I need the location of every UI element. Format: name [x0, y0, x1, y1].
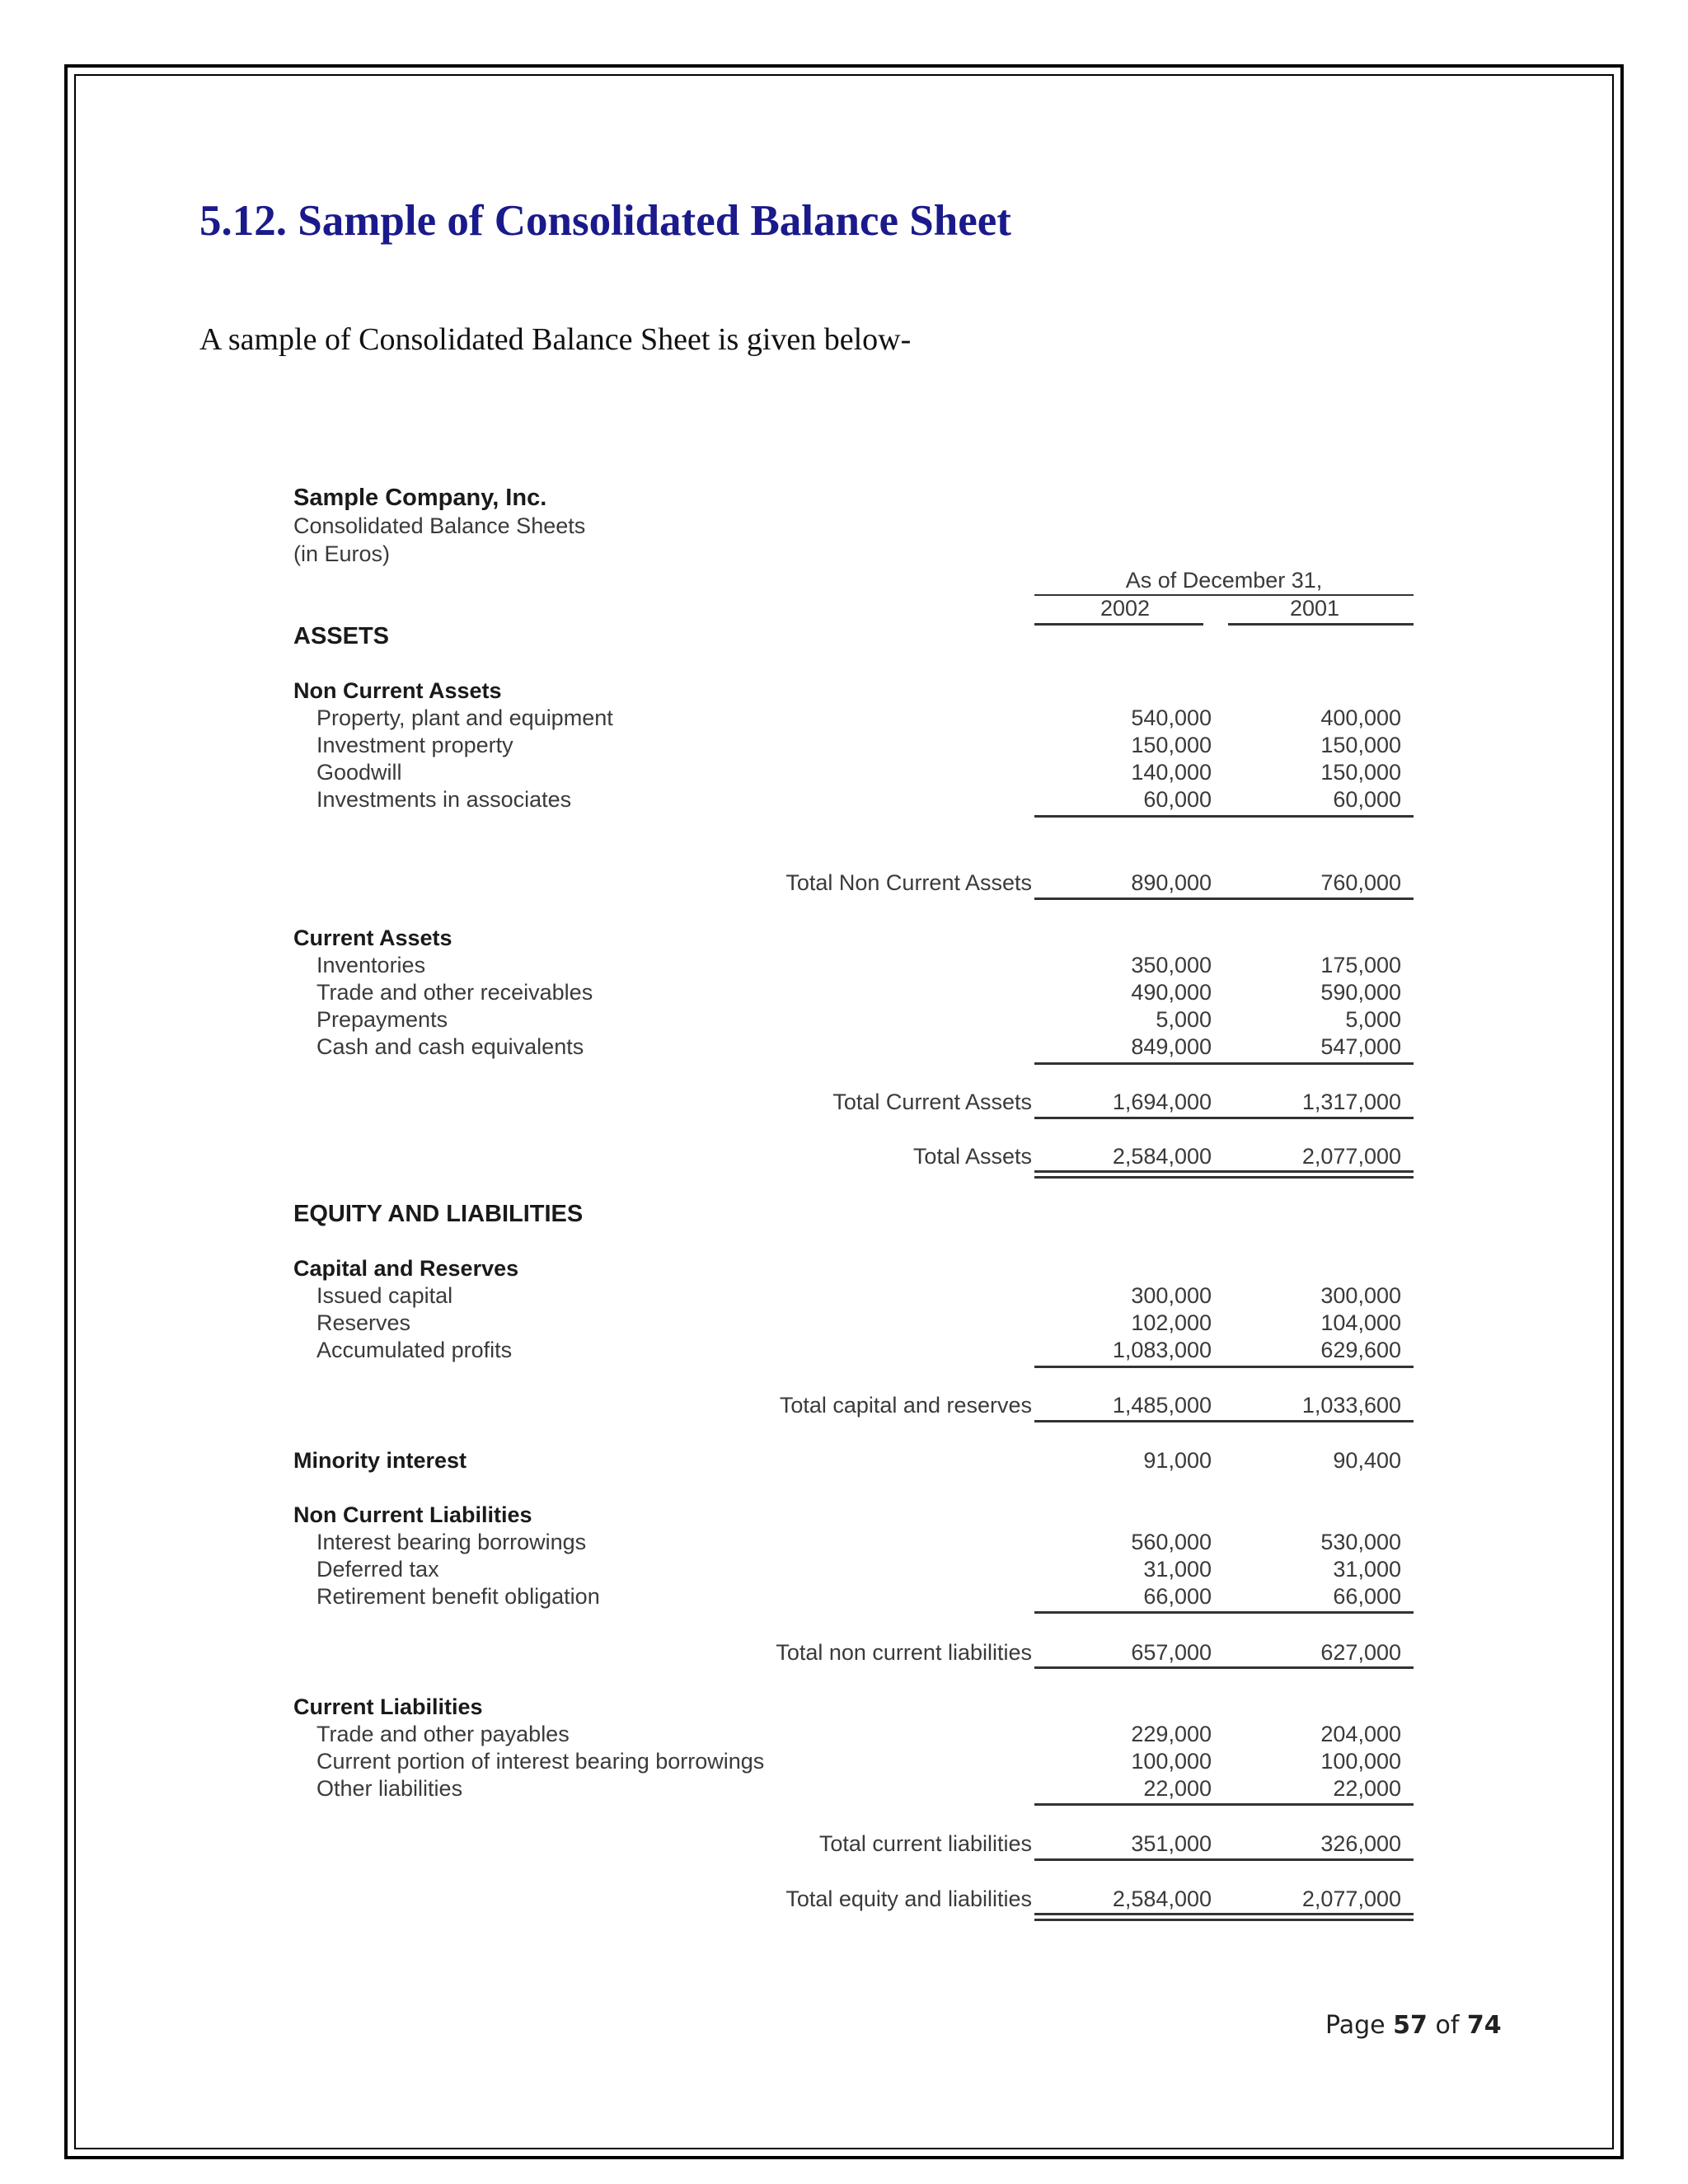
row-label: Property, plant and equipment: [316, 705, 613, 730]
row-value-2001: 31,000: [1333, 1557, 1401, 1582]
rule: [1228, 1803, 1414, 1806]
non-current-liabilities-heading: Non Current Liabilities: [293, 1502, 532, 1527]
row-label: Interest bearing borrowings: [316, 1530, 587, 1554]
row-value-2002: 300,000: [1131, 1283, 1212, 1308]
row-label: Current portion of interest bearing borrowings: [316, 1749, 765, 1774]
row-value-2001: 547,000: [1320, 1034, 1401, 1059]
current-page: 57: [1393, 2011, 1428, 2040]
total-equity-liabilities-2001: 2,077,000: [1301, 1886, 1401, 1911]
total-value-2001: 1,317,000: [1301, 1090, 1401, 1114]
total-equity-liabilities-2002: 2,584,000: [1112, 1886, 1212, 1911]
row-value-2002: 140,000: [1131, 760, 1212, 785]
row-label: Trade and other payables: [316, 1722, 570, 1746]
rule: [1228, 898, 1414, 900]
equity-liabilities-heading: EQUITY AND LIABILITIES: [293, 1201, 584, 1227]
row-value-2001: 150,000: [1320, 733, 1401, 757]
row-value-2001: 22,000: [1333, 1776, 1401, 1801]
rule: [1228, 1176, 1414, 1179]
row-value-2002: 350,000: [1131, 953, 1212, 977]
rule: [1228, 1919, 1414, 1921]
row-value-2002: 31,000: [1143, 1557, 1212, 1582]
total-label: Total non current liabilities: [776, 1640, 1032, 1665]
row-value-2001: 100,000: [1320, 1749, 1401, 1774]
rule: [1228, 1366, 1414, 1368]
row-value-2002: 560,000: [1131, 1530, 1212, 1554]
row-label: Prepayments: [316, 1007, 448, 1032]
section-title: 5.12. Sample of Consolidated Balance Sheet: [199, 197, 1011, 245]
rule: [1228, 1062, 1414, 1065]
footer-middle: of: [1427, 2011, 1467, 2040]
row-value-2002: 229,000: [1131, 1722, 1212, 1746]
rule: [1034, 1919, 1228, 1921]
total-value-2001: 760,000: [1320, 870, 1401, 895]
rule: [1034, 815, 1228, 818]
rule: [1034, 1420, 1228, 1422]
rule: [1228, 815, 1414, 818]
row-value-2001: 400,000: [1320, 705, 1401, 730]
rule: [1228, 1117, 1414, 1119]
rule: [1034, 1117, 1228, 1119]
total-pages: 74: [1466, 2011, 1502, 2040]
page-number-footer: [1325, 2011, 1502, 2040]
rule: [1034, 1858, 1228, 1861]
row-value-2002: 1,083,000: [1112, 1338, 1212, 1362]
rule: [1034, 1062, 1228, 1065]
total-assets-label: Total Assets: [912, 1144, 1032, 1169]
total-value-2001: 627,000: [1320, 1640, 1401, 1665]
row-value-2002: 849,000: [1131, 1034, 1212, 1059]
minority-interest-2002: 91,000: [1143, 1448, 1212, 1473]
row-value-2002: 100,000: [1131, 1749, 1212, 1774]
statement-subtitle: Consolidated Balance Sheets: [293, 513, 586, 538]
row-label: Reserves: [316, 1310, 411, 1335]
capital-reserves-heading: Capital and Reserves: [293, 1256, 519, 1281]
non-current-assets-heading: Non Current Assets: [293, 678, 502, 703]
row-value-2001: 175,000: [1320, 953, 1401, 977]
rule: [1228, 1420, 1414, 1422]
row-value-2001: 150,000: [1320, 760, 1401, 785]
row-value-2001: 204,000: [1320, 1722, 1401, 1746]
row-label: Retirement benefit obligation: [316, 1584, 600, 1609]
row-value-2002: 102,000: [1131, 1310, 1212, 1335]
intro-text: A sample of Consolidated Balance Sheet is given below-: [199, 322, 912, 357]
row-label: Other liabilities: [316, 1776, 463, 1801]
rule: [1034, 1170, 1228, 1173]
total-value-2002: 1,694,000: [1112, 1090, 1212, 1114]
total-label: Total capital and reserves: [779, 1393, 1032, 1418]
total-assets-2001: 2,077,000: [1301, 1144, 1401, 1169]
row-value-2001: 60,000: [1333, 787, 1401, 812]
row-label: Inventories: [316, 953, 426, 977]
row-value-2001: 300,000: [1320, 1283, 1401, 1308]
rule: [1034, 1176, 1228, 1179]
row-value-2001: 66,000: [1333, 1584, 1401, 1609]
total-value-2001: 326,000: [1320, 1831, 1401, 1856]
row-value-2001: 530,000: [1320, 1530, 1401, 1554]
row-label: Accumulated profits: [316, 1338, 513, 1362]
rule: [1228, 1913, 1414, 1915]
row-label: Goodwill: [316, 760, 402, 785]
current-assets-heading: Current Assets: [293, 926, 452, 950]
total-value-2002: 1,485,000: [1112, 1393, 1212, 1418]
row-value-2001: 5,000: [1345, 1007, 1401, 1032]
row-label: Investments in associates: [316, 787, 572, 812]
row-label: Issued capital: [316, 1283, 453, 1308]
year-2001-header: 2001: [1289, 596, 1340, 621]
row-value-2002: 66,000: [1143, 1584, 1212, 1609]
rule: [1228, 1170, 1414, 1173]
currency-note: (in Euros): [293, 541, 391, 566]
rule: [1034, 1611, 1228, 1614]
rule: [1034, 623, 1203, 626]
rule: [1034, 898, 1228, 900]
rule: [1228, 1666, 1414, 1669]
row-value-2002: 540,000: [1131, 705, 1212, 730]
row-label: Deferred tax: [316, 1557, 439, 1582]
total-value-2001: 1,033,600: [1301, 1393, 1401, 1418]
row-value-2002: 5,000: [1156, 1007, 1212, 1032]
rule: [1228, 1611, 1414, 1614]
footer-prefix: Page: [1325, 2011, 1394, 2040]
current-liabilities-heading: Current Liabilities: [293, 1694, 483, 1719]
total-value-2002: 657,000: [1131, 1640, 1212, 1665]
company-name: Sample Company, Inc.: [293, 485, 547, 511]
minority-interest-2001: 90,400: [1333, 1448, 1401, 1473]
total-label: Total Current Assets: [832, 1090, 1032, 1114]
total-value-2002: 351,000: [1131, 1831, 1212, 1856]
row-value-2002: 22,000: [1143, 1776, 1212, 1801]
row-value-2002: 150,000: [1131, 733, 1212, 757]
row-label: Trade and other receivables: [316, 980, 593, 1005]
total-value-2002: 890,000: [1131, 870, 1212, 895]
rule: [1228, 1858, 1414, 1861]
row-value-2002: 490,000: [1131, 980, 1212, 1005]
rule: [1034, 1913, 1228, 1915]
minority-interest-label: Minority interest: [293, 1448, 467, 1473]
row-value-2001: 629,600: [1320, 1338, 1401, 1362]
rule: [1034, 1666, 1228, 1669]
total-assets-2002: 2,584,000: [1112, 1144, 1212, 1169]
year-2002-header: 2002: [1100, 596, 1151, 621]
total-label: Total Non Current Assets: [785, 870, 1032, 895]
row-label: Investment property: [316, 733, 513, 757]
column-group-header: As of December 31,: [1125, 568, 1323, 593]
row-value-2001: 104,000: [1320, 1310, 1401, 1335]
total-label: Total current liabilities: [818, 1831, 1032, 1856]
total-equity-liabilities-label: Total equity and liabilities: [785, 1886, 1032, 1911]
row-label: Cash and cash equivalents: [316, 1034, 584, 1059]
row-value-2001: 590,000: [1320, 980, 1401, 1005]
rule: [1228, 623, 1414, 626]
row-value-2002: 60,000: [1143, 787, 1212, 812]
rule: [1034, 1803, 1228, 1806]
assets-heading: ASSETS: [293, 623, 390, 649]
rule: [1034, 1366, 1228, 1368]
